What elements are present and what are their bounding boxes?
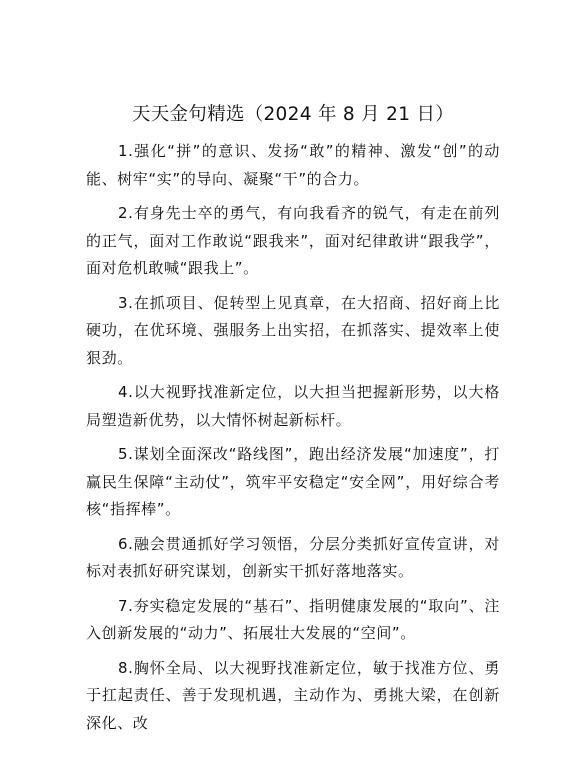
quote-paragraph-6: 6.融会贯通抓好学习领悟，分层分类抓好宣传宣讲，对标对表抓好研究谋划，创新实干抓好落地落实。: [86, 534, 500, 580]
quote-paragraph-1: 1.强化“拼”的意识、发扬“敢”的精神、激发“创”的动能、树牢“实”的导向、凝聚“干”的合力。: [86, 142, 500, 188]
quote-paragraph-5: 5.谋划全面深改“路线图”，跑出经济发展“加速度”，打赢民生保障“主动仗”，筑牢平安稳定“安全网”，用好综合考核“指挥棒”。: [86, 445, 500, 518]
quote-paragraph-4: 4.以大视野找准新定位，以大担当把握新形势，以大格局塑造新优势，以大情怀树起新标杆。: [86, 383, 500, 429]
document-body: [86, 138, 500, 744]
quote-paragraph-8: 8.胸怀全局、以大视野找准新定位，敏于找准方位、勇于扛起责任、善于发现机遇，主动作为、勇挑大梁，在创新深化、改: [86, 658, 500, 732]
document-title: 天天金句精选（2024 年 8 月 21 日）: [131, 104, 455, 125]
quote-paragraph-3: 3.在抓项目、促转型上见真章，在大招商、招好商上比硬功，在优环境、强服务上出实招，在抓落实、提效率上使狠劲。: [86, 293, 500, 367]
quote-paragraph-7: 7.夯实稳定发展的“基石”、指明健康发展的“取向”、注入创新发展的“动力”、拓展壮大发展的“空间”。: [86, 596, 500, 642]
quote-paragraph-2: 2.有身先士卒的勇气，有向我看齐的锐气，有走在前列的正气，面对工作敢说“跟我来”，面对纪律敢讲“跟我学”，面对危机敢喊“跟我上”。: [86, 204, 500, 277]
